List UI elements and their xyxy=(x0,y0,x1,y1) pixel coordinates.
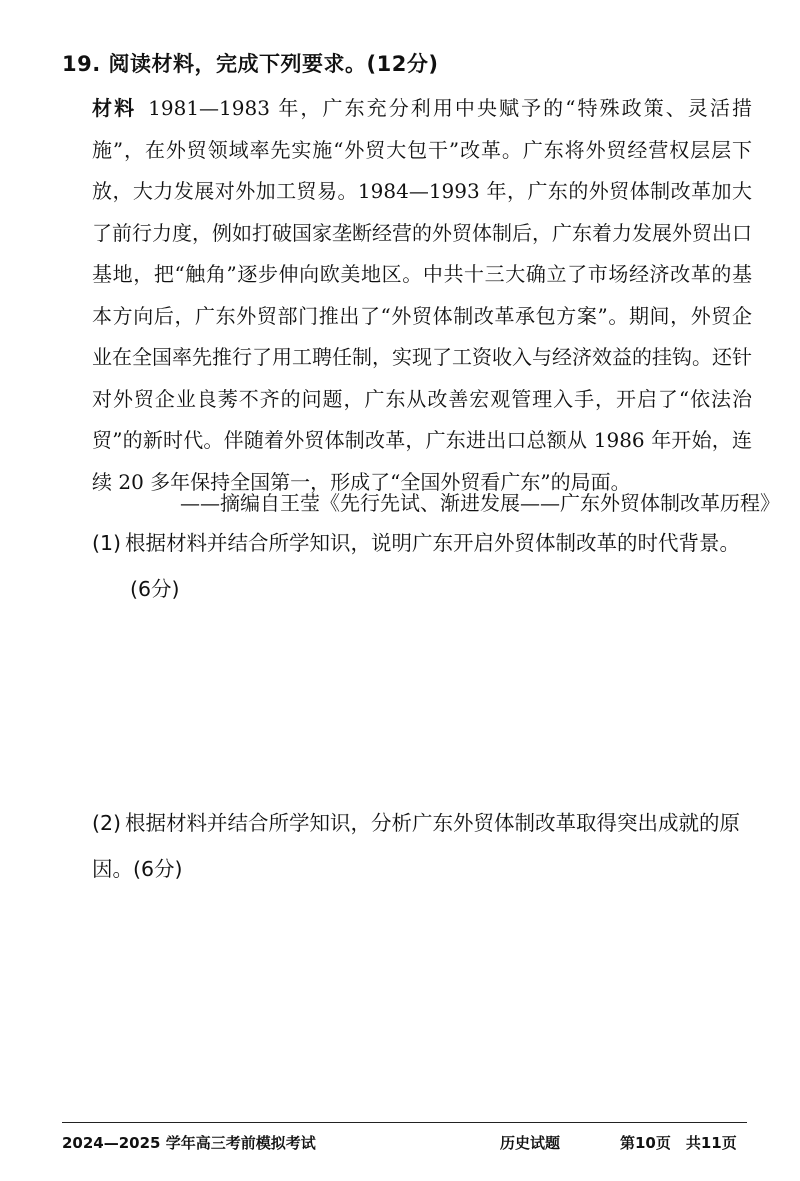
footer-subject: 历史试题 xyxy=(500,1134,561,1152)
sub-question-1 xyxy=(92,520,752,612)
sub-question-2-text: 根据材料并结合所学知识，分析广东外贸体制改革取得突出成就的原因。(6分) xyxy=(92,811,741,881)
footer-page-number: 第10页 共11页 xyxy=(620,1134,737,1152)
sub-question-2-number: (2) xyxy=(92,811,122,835)
sub-question-2 xyxy=(92,800,752,892)
answer-area-2 xyxy=(92,900,752,1100)
question-title: 19. 阅读材料，完成下列要求。(12分) xyxy=(62,52,439,76)
sub-question-1-number: (1) xyxy=(92,531,122,555)
answer-area-1 xyxy=(92,610,752,790)
material-label: 材料 xyxy=(92,96,137,120)
sub-question-1-score: (6分) xyxy=(130,577,180,601)
material-passage xyxy=(92,88,752,503)
footer-divider xyxy=(62,1122,747,1123)
footer-exam-name: 2024—2025 学年高三考前模拟考试 xyxy=(62,1134,316,1152)
sub-question-1-text: 根据材料并结合所学知识，说明广东开启外贸体制改革的时代背景。 xyxy=(125,531,741,555)
material-text: 1981—1983 年，广东充分利用中央赋予的“特殊政策、灵活措施”，在外贸领域率先实施“外贸大包干”改革。广东将外贸经营权层层下放，大力发展对外加工贸易。1984—1993 年，广东的外贸体制改革加大了前行力度，例如打破国家垄断经营的外贸体制后，广东着力发展外贸出口基地，把“触角”逐步伸向欧美地区。中共十三大确立了市场经济改革的基本方向后，广东外贸部门推出了“外贸体制改革承包方案”。期间，外贸企业在全国率先推行了用工聘任制，实现了工资收入与经济效益的挂钩。还针对外贸企业良莠不齐的问题，广东从改善宏观管理入手，开启了“依法治贸”的新时代。伴随着外贸体制改革，广东进出口总额从 1986 年开始，连续 20 多年保持全国第一，形成了“全国外贸看广东”的局面。 xyxy=(92,96,752,494)
material-source: ——摘编自王莹《先行先试、渐进发展——广东外贸体制改革历程》 xyxy=(180,491,780,515)
